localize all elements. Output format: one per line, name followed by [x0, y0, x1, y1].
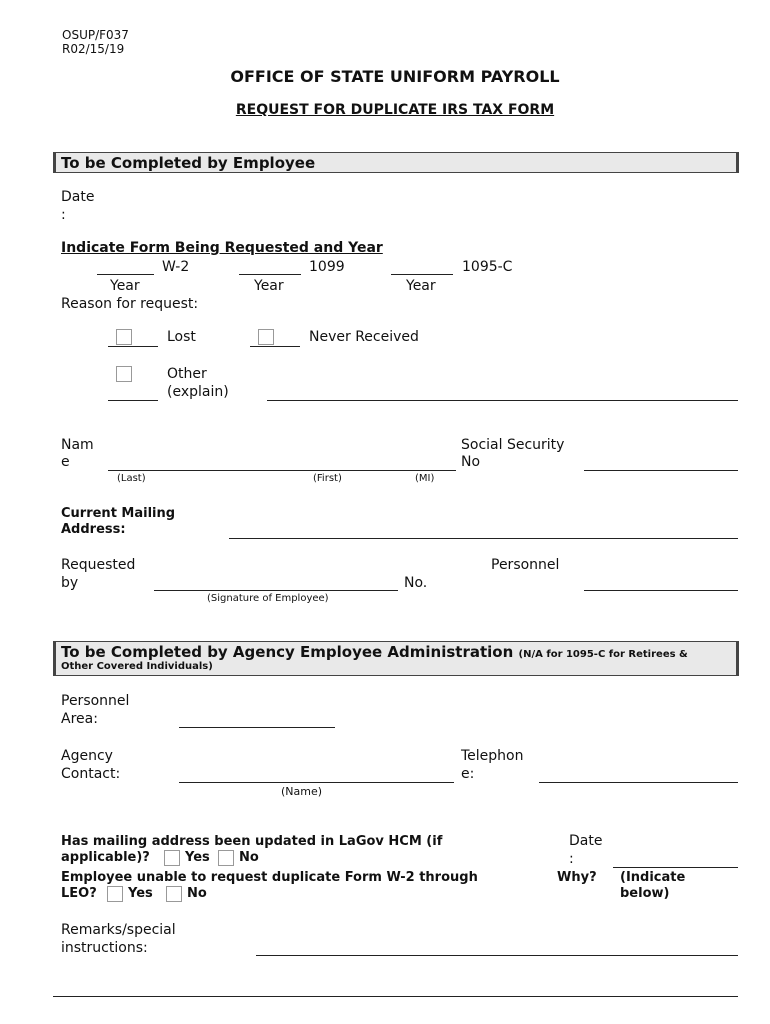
name-label: Nam: [61, 437, 94, 453]
page-title: OFFICE OF STATE UNIFORM PAYROLL: [230, 67, 560, 86]
agency-section-note: (N/A for 1095-C for Retirees &: [518, 649, 688, 660]
1099-form-label: 1099: [309, 259, 345, 275]
remarks-label: Remarks/special: [61, 922, 176, 938]
mailing-updated-yes-label: Yes: [185, 850, 210, 865]
1099-year-input[interactable]: [239, 274, 301, 275]
name-input[interactable]: [108, 470, 456, 471]
agency-section-note-cont: Other Covered Individuals): [61, 661, 213, 672]
form-code-line1: OSUP/F037: [62, 28, 129, 42]
never-received-line: [250, 346, 300, 347]
other-label: Other: [167, 366, 207, 382]
mailing-address-label: Current Mailing: [61, 506, 176, 521]
agency-date-colon: :: [569, 851, 574, 867]
name-sub-last: (Last): [117, 473, 146, 484]
name-label-cont: e: [61, 454, 70, 470]
employee-section-title: To be Completed by Employee: [61, 154, 316, 172]
name-sub-mi: (MI): [415, 473, 435, 484]
agency-contact-name-sub: (Name): [281, 785, 323, 798]
requested-by-label: Requested: [61, 557, 136, 573]
ssn-input[interactable]: [584, 470, 738, 471]
lost-line: [108, 346, 158, 347]
indicate-form-heading: Indicate Form Being Requested and Year: [61, 240, 383, 256]
leo-question-cont: LEO?: [61, 886, 97, 901]
agency-section-title: [61, 643, 688, 661]
form-code-line2: R02/15/19: [62, 42, 125, 56]
agency-contact-label-cont: Contact:: [61, 766, 121, 782]
remarks-input-line2[interactable]: [53, 996, 738, 997]
telephone-input[interactable]: [539, 782, 738, 783]
date-label: Date: [61, 189, 95, 205]
other-explain-input[interactable]: [267, 400, 738, 401]
indicate-below-label-cont: below): [620, 886, 670, 901]
requested-by-label-cont: by: [61, 575, 79, 591]
leo-no-checkbox[interactable]: [166, 886, 182, 902]
why-label: Why?: [557, 870, 597, 885]
reason-label: Reason for request:: [61, 296, 199, 312]
remarks-label-cont: instructions:: [61, 940, 148, 956]
w2-year-input[interactable]: [97, 274, 154, 275]
employee-section-header: [53, 152, 739, 173]
mailing-updated-no-label: No: [239, 850, 259, 865]
w2-form-label: W-2: [162, 259, 190, 275]
agency-contact-label: Agency: [61, 748, 113, 764]
leo-yes-checkbox[interactable]: [107, 886, 123, 902]
personnel-no-input[interactable]: [584, 590, 738, 591]
other-line: [108, 400, 158, 401]
1095c-year-input[interactable]: [391, 274, 453, 275]
leo-no-label: No: [187, 886, 207, 901]
leo-yes-label: Yes: [128, 886, 153, 901]
mailing-updated-no-checkbox[interactable]: [218, 850, 234, 866]
telephone-label: Telephon: [461, 748, 524, 764]
agency-date-input[interactable]: [613, 867, 738, 868]
agency-section-title-text: To be Completed by Agency Employee Administration: [61, 643, 514, 661]
1095c-form-label: 1095-C: [462, 259, 513, 275]
1099-year-label: Year: [254, 278, 284, 294]
leo-question: Employee unable to request duplicate Form W-2 through: [61, 870, 478, 885]
mailing-address-label-cont: Address:: [61, 522, 126, 537]
indicate-below-label: (Indicate: [620, 870, 686, 885]
personnel-area-label: Personnel: [61, 693, 130, 709]
other-explain-label: (explain): [167, 384, 229, 400]
agency-date-label: Date: [569, 833, 603, 849]
mailing-updated-question-cont: applicable)?: [61, 850, 150, 865]
1095c-year-label: Year: [406, 278, 436, 294]
agency-section-header: [53, 641, 739, 676]
other-checkbox[interactable]: [116, 366, 132, 382]
signature-input[interactable]: [154, 590, 398, 591]
ssn-label: Social Security: [461, 437, 565, 453]
ssn-label-cont: No: [461, 454, 481, 470]
lost-checkbox[interactable]: [116, 329, 132, 345]
date-colon: :: [61, 207, 66, 223]
form-code: [62, 28, 129, 56]
telephone-label-cont: e:: [461, 766, 475, 782]
personnel-area-label-cont: Area:: [61, 711, 98, 727]
agency-contact-input[interactable]: [179, 782, 454, 783]
personnel-area-input[interactable]: [179, 727, 335, 728]
page-subtitle: REQUEST FOR DUPLICATE IRS TAX FORM: [235, 102, 555, 118]
mailing-updated-yes-checkbox[interactable]: [164, 850, 180, 866]
personnel-no-label: Personnel: [491, 557, 560, 573]
personnel-no-label-cont: No.: [404, 575, 428, 591]
remarks-input[interactable]: [256, 955, 738, 956]
w2-year-label: Year: [110, 278, 140, 294]
mailing-address-input[interactable]: [229, 538, 738, 539]
lost-label: Lost: [167, 329, 196, 345]
mailing-updated-question: Has mailing address been updated in LaGov HCM (if: [61, 834, 443, 849]
never-received-label: Never Received: [309, 329, 419, 345]
name-sub-first: (First): [313, 473, 342, 484]
signature-sub: (Signature of Employee): [207, 593, 329, 604]
never-received-checkbox[interactable]: [258, 329, 274, 345]
